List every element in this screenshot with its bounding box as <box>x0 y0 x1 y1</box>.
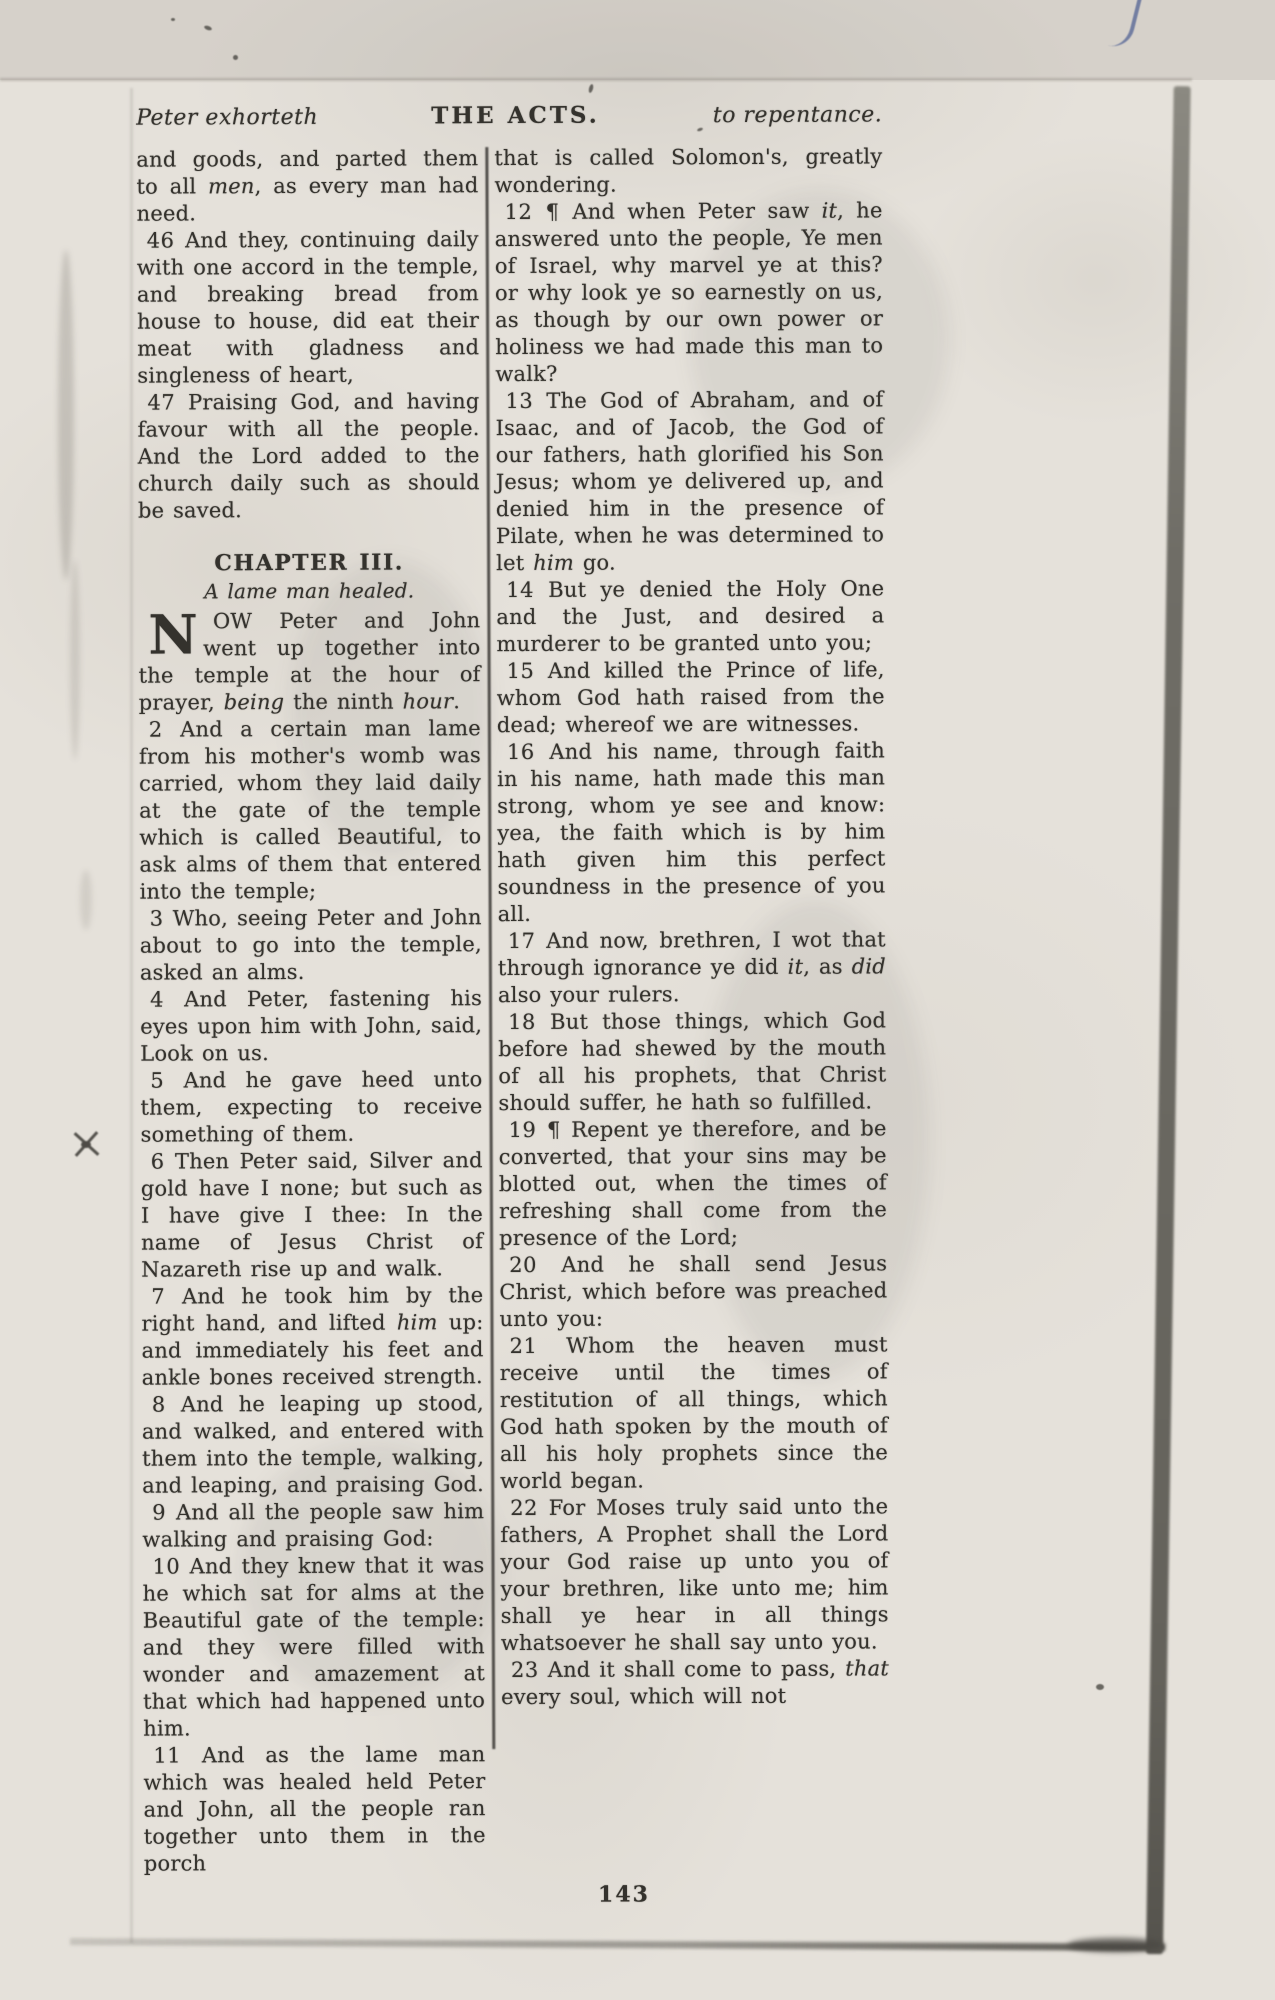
pilcrow-mark: ¶ <box>545 199 560 224</box>
verse-number: 23 <box>510 1657 539 1683</box>
verse-number: 3 <box>149 906 164 931</box>
verse-3: 3 Who, seeing Peter and John about to go into the temple, asked an alms. <box>139 905 482 985</box>
ink-speck <box>1096 1684 1104 1690</box>
verse-number: 5 <box>150 1068 165 1093</box>
running-head-title: THE ACTS. <box>431 101 600 130</box>
verse-number: 6 <box>150 1149 165 1174</box>
chapter-heading: CHAPTER III. <box>214 549 404 577</box>
verse-6: 6 Then Peter said, Silver and gold have I none; but such as I have give I thee: In the name of Jesus Christ of Nazareth rise up and walk. <box>140 1148 484 1282</box>
drop-cap: N <box>148 602 199 667</box>
verse-number: 10 <box>152 1554 181 1579</box>
verse-number: 17 <box>507 928 536 954</box>
margin-smudge <box>58 250 74 580</box>
ink-speck <box>588 84 594 94</box>
verse-19: 19 ¶ Repent ye therefore, and be converted, that your sins may be blotted out, when the times of refreshing shall come from the presence of the Lord; <box>498 1116 888 1251</box>
verse-10: 10 And they knew that it was he which sat for alms at the Beautiful gate of the temple: and they were filled with wonder and amazement at that which had happened unto him. <box>142 1553 486 1741</box>
verse-number: 21 <box>509 1333 538 1359</box>
verse-number: 22 <box>510 1495 539 1521</box>
ink-speck <box>171 18 175 21</box>
page-right-edge-shadow <box>1146 86 1191 1954</box>
ink-blot <box>70 1128 102 1160</box>
page-number: 143 <box>597 1881 650 1908</box>
verse-17: 17 And now, brethren, I wot that through ignorance ye did it, as did also your rulers. <box>497 927 886 1008</box>
verse-number: 8 <box>151 1392 166 1417</box>
margin-smudge <box>80 870 92 930</box>
bottom-corner-shadow <box>1068 1938 1164 1952</box>
verse-11: 11 And as the lame man which was healed held Peter and John, all the people ran together unto them in the porch <box>143 1742 486 1876</box>
verse-4: 4 And Peter, fastening his eyes upon him with John, said, Look on us. <box>140 986 483 1066</box>
verse-number: 15 <box>506 658 535 684</box>
column-divider-rule <box>485 147 495 1749</box>
verse-number: 12 <box>504 199 533 225</box>
verse-15: 15 And killed the Prince of life, whom God hath raised from the dead; whereof we are witnesses. <box>496 657 885 738</box>
verse-number: 19 <box>508 1117 537 1143</box>
verse-number: 20 <box>509 1252 537 1278</box>
verse-8: 8 And he leaping up stood, and walked, and entered with them into the temple, walking, and leaping, and praising God. <box>141 1391 485 1498</box>
verse-13: 13 The God of Abraham, and of Isaac, and of Jacob, the God of our fathers, hath glorified his Son Jesus; whom ye delivered up, and denied him in the presence of Pilate, when he was determined to let him go. <box>495 387 885 576</box>
running-head <box>136 101 882 131</box>
verse-46: 46 And they, continuing daily with one accord in the temple, and breaking bread from house to house, did eat their meat with gladness and singleness of heart, <box>136 227 480 388</box>
verse-1: NOW Peter and John went up together into the temple at the hour of prayer, being the ninth hour. <box>138 602 481 715</box>
verse-18: 18 But those things, which God before had shewed by the mouth of all his prophets, that Christ should suffer, he hath so fulfilled. <box>498 1008 887 1116</box>
blue-pen-mark <box>1100 0 1143 51</box>
verse-continuation: that is called Solomon's, greatly wondering. <box>494 144 883 198</box>
verse-5: 5 And he gave heed unto them, expecting to receive something of them. <box>140 1067 483 1147</box>
verse-14: 14 But ye denied the Holy One and the Just, and desired a murderer to be granted unto you; <box>496 576 885 657</box>
chapter-subtitle: A lame man healed. <box>204 578 415 604</box>
ink-speck <box>233 55 238 60</box>
verse-number: 16 <box>506 739 535 765</box>
page-content <box>136 101 890 1908</box>
pilcrow-mark: ¶ <box>546 1117 561 1142</box>
verse-number: 13 <box>505 388 534 414</box>
verse-number: 4 <box>149 987 164 1012</box>
verse-7: 7 And he took him by the right hand, and lifted him up: and immediately his feet and ankle bones received strength. <box>141 1283 484 1390</box>
verse-22: 22 For Moses truly said unto the fathers, A Prophet shall the Lord your God raise up unto you of your brethren, like unto me; him shall ye hear in all things whatsoever he shall say unto you. <box>500 1494 889 1656</box>
verse-continuation: and goods, and parted them to all men, as every man had need. <box>136 146 479 226</box>
verse-number: 14 <box>506 577 535 603</box>
verse-16: 16 And his name, through faith in his name, hath made this man strong, whom ye see and know: yea, the faith which is by him hath given him this perfect soundness in the presence of you all. <box>497 738 886 927</box>
running-head-right: to repentance. <box>712 102 883 129</box>
sheet-top-edge <box>0 78 1192 81</box>
text-columns <box>136 143 890 1877</box>
verse-number: 2 <box>148 717 163 742</box>
verse-20: 20 And he shall send Jesus Christ, which before was preached unto you: <box>499 1251 888 1332</box>
left-crease-line <box>130 88 133 1943</box>
verse-number: 11 <box>153 1743 182 1768</box>
verse-21: 21 Whom the heaven must receive until the times of restitution of all things, which God hath spoken by the mouth of all his holy prophets since the world began. <box>499 1332 889 1494</box>
running-head-left: Peter exhorteth <box>136 104 319 131</box>
margin-smudge <box>70 560 80 760</box>
verse-number: 18 <box>508 1009 536 1035</box>
page-bottom-edge-shadow <box>70 1938 1165 1951</box>
verse-47: 47 Praising God, and having favour with all the people. And the Lord added to the church daily such as should be saved. <box>137 389 480 523</box>
verse-12: 12 ¶ And when Peter saw it, he answered unto the people, Ye men of Israel, why marvel ye at this? or why look ye so earnestly on us, as though by our own power or holiness we had made this man to walk? <box>494 198 884 387</box>
verse-number: 9 <box>152 1500 167 1525</box>
verse-23: 23 And it shall come to pass, that every soul, which will not <box>501 1656 890 1710</box>
column-right <box>494 143 890 1876</box>
ink-speck <box>204 25 213 31</box>
column-left <box>136 145 486 1877</box>
verse-number: 46 <box>146 228 175 253</box>
verse-number: 47 <box>147 390 176 415</box>
verse-number: 7 <box>151 1284 166 1309</box>
verse-9: 9 And all the people saw him walking and praising God: <box>142 1499 485 1552</box>
verse-2: 2 And a certain man lame from his mother's womb was carried, whom they laid daily at the gate of the temple which is called Beautiful, to ask alms of them that entered into the temple; <box>138 716 482 904</box>
